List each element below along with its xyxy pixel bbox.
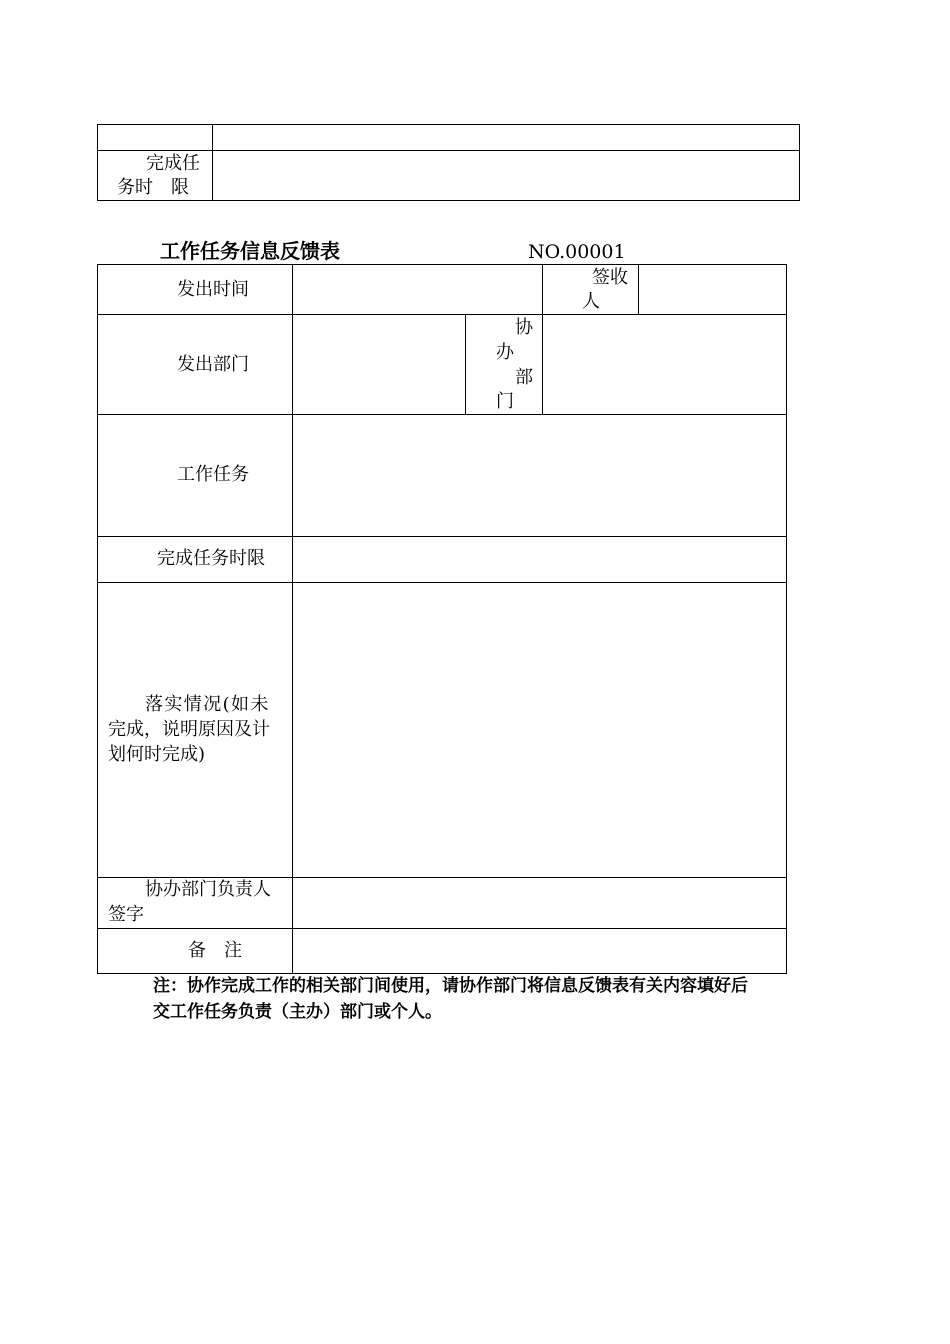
signee-field[interactable] xyxy=(639,265,786,314)
implementation-field[interactable] xyxy=(293,583,786,877)
implementation-label-line1: 落实情况(如未 xyxy=(145,694,270,715)
footnote-line1: 注：协作完成工作的相关部门间使用，请协作部门将信息反馈表有关内容填好后 xyxy=(153,976,748,996)
work-task-label: 工作任务 xyxy=(177,464,249,485)
implementation-label-line2: 完成，说明原因及计 xyxy=(108,719,270,740)
form-title: 工作任务信息反馈表 xyxy=(160,239,340,263)
assist-head-sign-label-line1: 协办部门负责人 xyxy=(145,879,271,900)
issue-time-field[interactable] xyxy=(293,265,542,314)
table-border xyxy=(97,200,800,201)
work-task-field[interactable] xyxy=(293,415,786,536)
assist-dept-label-char4: 门 xyxy=(496,391,514,412)
top-row1-value-field[interactable] xyxy=(213,125,799,150)
table-border xyxy=(542,264,543,315)
table-border xyxy=(799,124,800,201)
issuing-dept-label: 发出部门 xyxy=(177,354,249,375)
footnote-line2: 交工作任务负责（主办）部门或个人。 xyxy=(153,1002,442,1022)
top-row1-label-cell xyxy=(98,125,212,150)
assist-head-sign-field[interactable] xyxy=(293,878,786,928)
remarks-field[interactable] xyxy=(293,929,786,973)
signee-label-line1: 签收 xyxy=(592,267,628,288)
form-number: NO.00001 xyxy=(528,241,626,263)
deadline-label: 完成任务时限 xyxy=(157,548,265,569)
assist-dept-label-char3: 部 xyxy=(515,367,533,388)
deadline-label-line2: 务时 限 xyxy=(117,177,189,198)
signee-label-line2: 人 xyxy=(582,291,600,312)
assist-head-sign-label-line2: 签字 xyxy=(108,904,144,925)
table-border xyxy=(97,264,98,974)
deadline-field[interactable] xyxy=(293,537,786,582)
assist-dept-label-char1: 协 xyxy=(515,317,533,338)
table-border xyxy=(786,264,787,974)
top-deadline-value-field[interactable] xyxy=(213,151,799,200)
table-border xyxy=(465,314,466,415)
deadline-label-line1: 完成任 xyxy=(146,153,200,174)
assist-dept-field[interactable] xyxy=(543,315,786,414)
implementation-label-line3: 划何时完成) xyxy=(108,744,206,765)
assist-dept-label-char2: 办 xyxy=(496,342,514,363)
issuing-dept-field[interactable] xyxy=(293,315,465,414)
issue-time-label: 发出时间 xyxy=(177,279,249,300)
remarks-label: 备 注 xyxy=(188,940,242,961)
